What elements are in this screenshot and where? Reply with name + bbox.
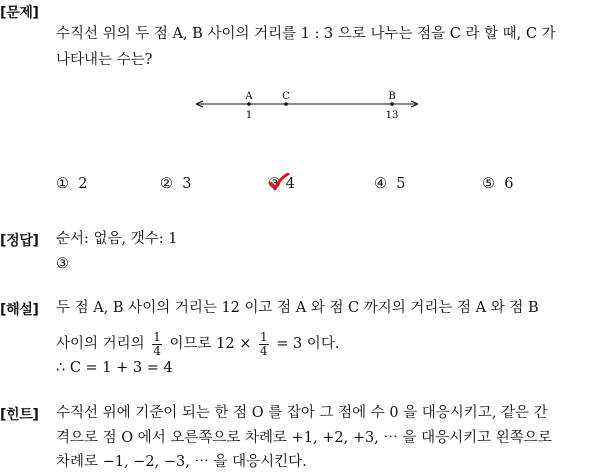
problem-text-line1: 수직선 위의 두 점 A, B 사이의 거리를 1 : 3 으로 나누는 점을 C 라 할 때, C 가 bbox=[56, 26, 556, 42]
hint-line1: 수직선 위에 기준이 되는 한 점 O 를 잡아 그 점에 수 0 을 대응시키고, 같은 간 bbox=[56, 405, 548, 421]
check-mark-icon bbox=[268, 173, 290, 191]
choice-1-value: 2 bbox=[78, 176, 88, 192]
choice-5-value: 6 bbox=[504, 176, 514, 192]
point-a-dot bbox=[247, 102, 251, 106]
choice-5-marker: ⑤ bbox=[482, 176, 495, 192]
solution-line2-prefix: 사이의 거리의 bbox=[56, 336, 145, 352]
choice-1-marker: ① bbox=[56, 176, 69, 192]
fraction-numerator: 1 bbox=[153, 329, 161, 344]
choice-2[interactable] bbox=[160, 176, 191, 192]
solution-line2-suffix: = 3 이다. bbox=[276, 336, 340, 352]
solution-line3: ∴ C = 1 + 3 = 4 bbox=[56, 360, 173, 376]
answer-line2: ③ bbox=[56, 256, 69, 272]
solution-line2-mid: 이므로 12 × bbox=[169, 336, 252, 352]
point-b-dot bbox=[390, 102, 394, 106]
solution-label: [해설] bbox=[0, 302, 39, 318]
fraction-one-quarter bbox=[152, 331, 162, 358]
hint-label: [힌트] bbox=[0, 407, 39, 423]
point-c-dot bbox=[284, 102, 288, 106]
choice-5[interactable] bbox=[482, 176, 513, 192]
answer-label: [정답] bbox=[0, 233, 39, 249]
choice-3-marker: ③ bbox=[268, 176, 281, 192]
choice-4[interactable] bbox=[374, 176, 405, 192]
hint-line3: 차례로 −1, −2, −3, ⋯ 을 대응시킨다. bbox=[56, 454, 307, 470]
point-b-value: 13 bbox=[385, 110, 399, 121]
choice-4-value: 5 bbox=[396, 176, 406, 192]
choice-2-value: 3 bbox=[182, 176, 192, 192]
point-b-label: B bbox=[388, 91, 396, 102]
problem-label: [문제] bbox=[0, 5, 39, 21]
fraction-numerator-2: 1 bbox=[259, 329, 268, 344]
choice-1[interactable] bbox=[56, 176, 87, 192]
fraction-one-quarter-2 bbox=[259, 331, 269, 358]
choice-4-marker: ④ bbox=[374, 176, 387, 192]
number-line-figure bbox=[0, 90, 589, 130]
problem-text-line2: 나타내는 수는? bbox=[56, 52, 153, 68]
fraction-denominator: 4 bbox=[153, 343, 161, 358]
point-a-value: 1 bbox=[245, 110, 253, 121]
choice-3-value: 4 bbox=[285, 176, 295, 192]
choice-2-marker: ② bbox=[160, 176, 173, 192]
hint-line2: 격으로 점 O 에서 오른쪽으로 차례로 +1, +2, +3, ⋯ 을 대응시키고 왼쪽으로 bbox=[56, 430, 552, 446]
point-a-label: A bbox=[245, 91, 253, 102]
point-c-label: C bbox=[282, 91, 290, 102]
answer-line1: 순서: 없음, 갯수: 1 bbox=[56, 231, 178, 247]
choice-3[interactable] bbox=[268, 176, 295, 192]
fraction-denominator-2: 4 bbox=[259, 343, 268, 358]
solution-line1: 두 점 A, B 사이의 거리는 12 이고 점 A 와 점 C 까지의 거리는 점 A 와 점 B bbox=[56, 300, 539, 316]
